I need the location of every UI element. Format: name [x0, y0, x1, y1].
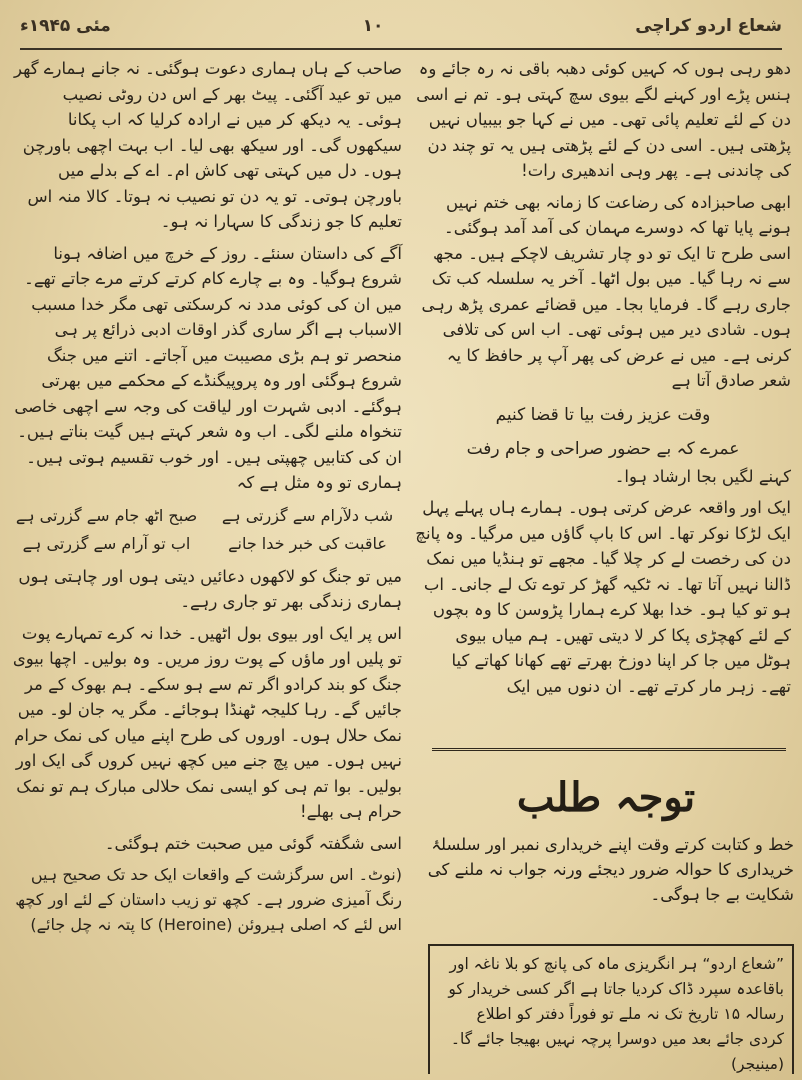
author-note: (نوٹ۔ اس سرگزشت کے واقعات ایک حد تک صحیح ہیں رنگ آمیزی ضرور ہے۔ کچھ تو زیب داستان کے لئے اور کچھ اس لئے کہ اصلی ہیروئن (Heroine) کا پتہ نہ چل جائے): [15, 865, 402, 934]
header-rule: [20, 48, 782, 50]
section-divider: [432, 748, 786, 751]
urdu-couplet: [12, 502, 402, 558]
paragraph: آگے کی داستان سنئے۔ روز کے خرچ میں اضافہ ہونا شروع ہوگیا۔ وہ بے چارے کام کرتے کرتے مرے جاتے تھے۔ میں ان کی کوئی مدد نہ کرسکتی تھی مگر خدا مسبب الاسباب ہے اگر ساری گذر اوقات ادبی ذرائع پر ہی منحصر تو ہم بڑی مصیبت میں آجاتے۔ اتنے میں جنگ شروع ہوگئی اور وہ پروپیگنڈے کے محکمے میں بھرتی ہوگئے۔ ادبی شہرت اور لیاقت کی وجہ سے اچھی خاصی تنخواہ ملنے لگی۔ اب وہ شعر کہتے ہیں گیت بناتے ہیں۔ ان کی کتابیں چھپتی ہیں۔ اور خوب تقسیم ہوتی ہیں۔ ہماری تو وہ مثل ہے کہ: [14, 243, 402, 492]
left-column: [12, 56, 402, 943]
persian-verse-line: عمرے کہ بے حضور صراحی و جام رفت: [466, 438, 740, 459]
notice-body: خط و کتابت کرتے وقت اپنے خریداری نمبر اور سلسلۂ خریداری کا حوالہ ضرور دیجئے ورنہ جواب نہ ملنے کی شکایت بے جا ہوگی۔: [427, 835, 794, 904]
paragraph: ابھی صاحبزادہ کی رضاعت کا زمانہ بھی ختم نہیں ہونے پایا تھا کہ دوسرے مہمان کی آمد آمد ہوگئی۔ اسی طرح تا ایک تو دو چار تشریف لاچکے ہیں۔ مجھ سے نہ رہا گیا۔ میں بول اٹھا۔ آخر یہ سلسلہ کب تک جاری رہے گا۔ فرمایا بجا۔ میں قضائے عمری پڑھ رہی ہوں۔ شادی دیر میں ہوئی تھی۔ اب اس کی تلافی کرنی ہے۔ میں نے عرض کی پھر آپ پر حافظ کا یہ شعر صادق آتا ہے: [421, 192, 791, 390]
paragraph: دھو رہی ہوں کہ کہیں کوئی دھبہ باقی نہ رہ جائے وہ ہنس پڑے اور کہنے لگے بیوی سچ کہتی ہو۔ تم نے اسی دن کے لئے تعلیم پائی تھی۔ میں نے کہا جو بیبیاں نہیں پڑھتی ہیں۔ اسی دن کے لئے پڑھتی ہیں یہ تو چند دن کی چاندنی ہے۔ پھر وہی اندھیری رات!: [416, 59, 791, 180]
subscription-text: ”شعاع اردو“ ہر انگریزی ماہ کی پانچ کو بلا ناغہ اور باقاعدہ سپرد ڈاک کردیا جاتا ہے اگر کسی خریدار کو رسالہ ۱۵ تاریخ تک نہ ملے تو فوراً دفتر کو اطلاع کردی جائے بعد میں دوسرا پرچہ نہیں بھیجا جائے گا۔: [448, 955, 784, 1048]
couplet-line: صبح اٹھ جام سے گزرتی ہے: [15, 505, 198, 525]
paragraph: صاحب کے ہاں ہماری دعوت ہوگئی۔ نہ جانے ہمارے گھر میں تو عید آگئی۔ پیٹ بھر کے اس دن روٹی نصیب ہوئی۔ یہ دیکھ کر میں نے ارادہ کرلیا کہ اب پکانا سیکھوں گی۔ اور سیکھ بھی لیا۔ اب بہت اچھی باورچن ہوں۔ دل میں کہتی تھی کاش ام۔ اے کے بدلے میں باورچن ہوتی۔ تو یہ دن تو نصیب نہ ہوتا۔ کالا منہ اس تعلیم کا جو زندگی کا سہارا نہ ہو۔: [14, 59, 402, 231]
subscription-notice-box: [428, 944, 794, 1074]
notice-title: توجہ طلب: [516, 774, 696, 821]
couplet-line: عاقبت کی خبر خدا جانے: [228, 533, 387, 553]
paragraph: ایک اور واقعہ عرض کرتی ہوں۔ ہمارے ہاں پہلے پہل ایک لڑکا نوکر تھا۔ اس کا باپ گاؤں میں مرگیا۔ وہ پانچ دن کی رخصت لے کر چلا گیا۔ مجھے تو ہنڈیا میں نمک ڈالنا نہیں آتا تھا۔ نہ ٹکیہ گھڑ کر توے تک لے جانی۔ اب ہو تو کیا ہو۔ خدا بھلا کرے ہمارا پڑوسن کا وہ بچوں کے لئے کھچڑی پکا کر لا دیتی تھیں۔ ہم میاں بیوی ہوٹل میں جا کر اپنا دوزخ بھرتے تھے کھانا کھاتے کیا تھے۔ زہر مار کرتے تھے۔ ان دنوں میں ایک: [415, 498, 791, 696]
couplet-line: اب تو آرام سے گزرتی ہے: [22, 533, 191, 553]
running-header: [20, 6, 782, 46]
page-number: ۱۰: [362, 16, 384, 36]
journal-name: شعاع اردو کراچی: [635, 16, 782, 36]
persian-verse-line: وقت عزیز رفت بیا تا قضا کنیم: [495, 404, 711, 425]
paragraph: اس پر ایک اور بیوی بول اٹھیں۔ خدا نہ کرے تمہارے پوت تو پلیں اور ماؤں کے پوت روز مریں۔ وہ بولیں۔ اچھا بیوی جنگ کو بند کرادو اگر تم سے ہو سکے۔ ہم بھوک کے مر جائیں گے۔ رہا کلیجہ ٹھنڈا ہوجائے۔ مگر یہ جان لو۔ میں نمک حلال ہوں۔ اوروں کی طرح اپنے میاں کی نمک حرام نہیں ہوں۔ میں پچ جنے میں کچھ نہیں کروں گی ایک اور بولیں۔ بوا تم ہی کو ایسی نمک حلالی مبارک ہم تو نمک حرام ہی بھلے!: [12, 623, 402, 821]
paragraph: میں تو جنگ کو لاکھوں دعائیں دیتی ہوں اور چاہتی ہوں ہماری زندگی بھر تو جاری رہے۔: [18, 566, 402, 611]
issue-date: مئی ۱۹۴۵ء: [20, 16, 111, 36]
couplet-line: شب دلآرام سے گزرتی ہے: [221, 505, 394, 525]
paragraph: کہنے لگیں بجا ارشاد ہوا۔: [614, 466, 791, 486]
attention-notice: [418, 770, 794, 907]
right-column: [415, 56, 791, 705]
manager-signature: (مینیجر): [731, 1055, 784, 1073]
paragraph: اسی شگفتہ گوئی میں صحبت ختم ہوگئی۔: [104, 833, 402, 853]
